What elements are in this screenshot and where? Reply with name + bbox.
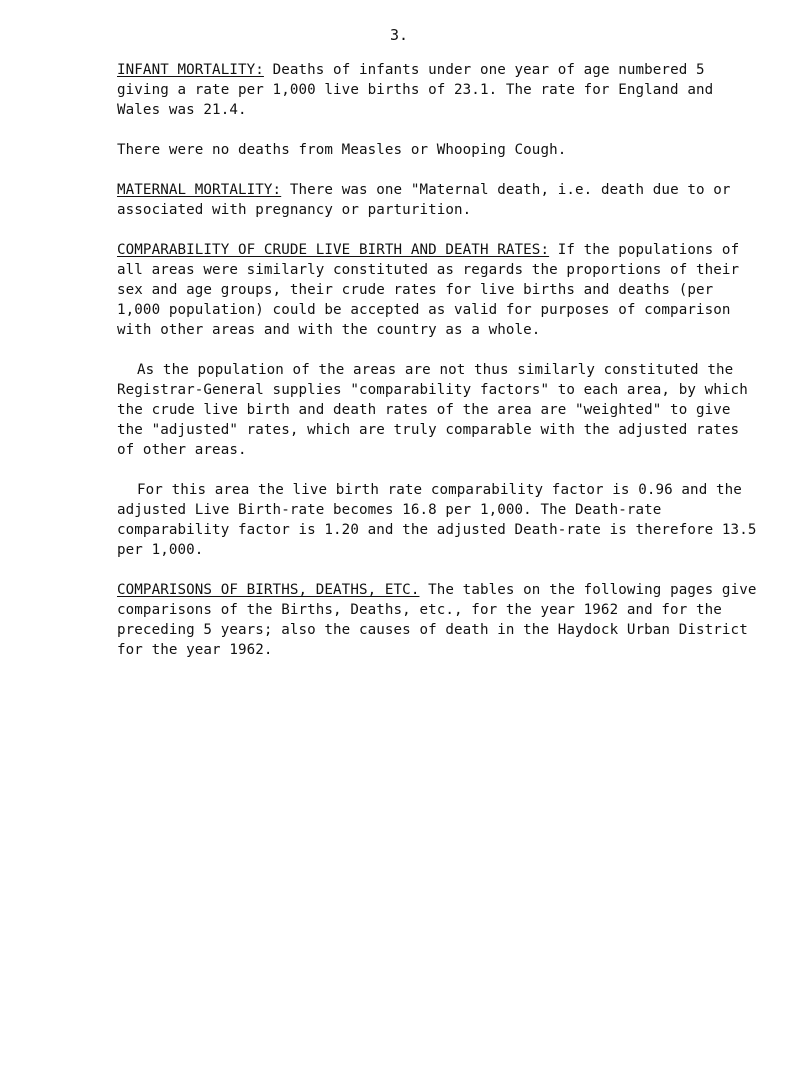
- infant-mortality-text: Deaths of infants under one year of age numbered 5 giving a rate per 1,000 live births of 23.1. The rate for England and Wales was 21.4.: [117, 62, 714, 118]
- comparisons-text: The tables on the following pages give comparisons of the Births, Deaths, etc., for the year 1962 and for the preceding 5 years; also the causes of death in the Haydock Urban District for the year 1962.: [117, 582, 757, 658]
- comparability-text: If the populations of all areas were similarly constituted as regards the proportions of their sex and age groups, their crude rates for live births and deaths (per 1,000 population) could be accepted as valid for purposes of comparison with other areas and with the country as a whole.: [117, 242, 740, 338]
- infant-mortality-heading: INFANT MORTALITY:: [117, 62, 264, 78]
- comparisons-paragraph: [117, 580, 757, 660]
- for-this-area-text: For this area the live birth rate comparability factor is 0.96 and the adjusted Live Birth-rate becomes 16.8 per 1,000. The Death-rate comparability factor is 1.20 and the adjusted Death-rate is therefore 13.5 per 1,000.: [117, 482, 757, 558]
- comparisons-heading: COMPARISONS OF BIRTHS, DEATHS, ETC.: [117, 582, 420, 598]
- maternal-mortality-heading: MATERNAL MORTALITY:: [117, 182, 282, 198]
- measles-text: There were no deaths from Measles or Whooping Cough.: [117, 142, 567, 158]
- infant-mortality-paragraph: [117, 60, 757, 120]
- maternal-mortality-paragraph: [117, 180, 757, 220]
- maternal-mortality-text: There was one "Maternal death, i.e. death due to or associated with pregnancy or parturition.: [117, 182, 731, 218]
- for-this-area-paragraph: [117, 480, 757, 560]
- comparability-paragraph: [117, 240, 757, 340]
- as-population-paragraph: [117, 360, 757, 460]
- measles-paragraph: [117, 140, 757, 160]
- report-body: [117, 60, 757, 680]
- comparability-heading: COMPARABILITY OF CRUDE LIVE BIRTH AND DEATH RATES:: [117, 242, 550, 258]
- page-number: 3.: [390, 26, 409, 44]
- as-population-text: As the population of the areas are not thus similarly constituted the Registrar-General supplies "comparability factors" to each area, by which the crude live birth and death rates of the area are "weighted" to give the "adjusted" rates, which are truly comparable with the adjusted rates of other areas.: [117, 362, 748, 458]
